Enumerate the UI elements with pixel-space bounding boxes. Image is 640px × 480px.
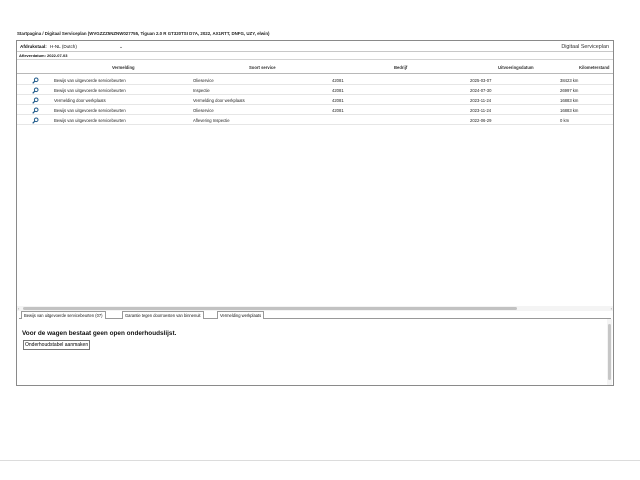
cell-km: 26997 km <box>560 87 579 93</box>
tab-bar <box>19 311 611 319</box>
chevron-down-icon: ⌄ <box>119 43 123 49</box>
cell-vermelding: Bewijs van uitgevoerde servicebeurten <box>54 77 126 83</box>
app-title: Digitaal Serviceplan <box>561 43 609 50</box>
cell-bedrijf: 42081 <box>332 77 344 83</box>
status-message: Voor de wagen bestaat geen open onderhoudslijst. <box>22 330 177 337</box>
table-row[interactable] <box>17 105 613 115</box>
cell-datum: 2025-03-07 <box>470 77 492 83</box>
cell-soort: Inspectie <box>193 87 210 93</box>
column-vermelding[interactable]: Vermelding <box>112 65 135 70</box>
delivery-date: Afleverdatum: 2022-07-03 <box>19 53 68 58</box>
cell-vermelding: Bewijs van uitgevoerde servicebeurten <box>54 87 126 93</box>
language-label: Afdrukstaal: <box>20 44 47 49</box>
column-bedrijf[interactable]: Bedrijf <box>394 65 408 70</box>
cell-soort: Aflevering Inspectie <box>193 117 230 123</box>
horizontal-scroll-thumb[interactable] <box>23 307 517 310</box>
service-plan-panel <box>16 40 614 386</box>
cell-soort: Olieservice <box>193 107 214 113</box>
breadcrumb: Startpagina / Digitaal Serviceplan (WVGZZZ5NZNW027755, Tiguan 2.0 R GT320TSI D7A, 2022, AX1RTT, DNFG, UZY, elwin) <box>17 31 270 36</box>
create-maintenance-table-button[interactable]: Onderhoudstabel aanmaken <box>25 342 89 348</box>
cell-km: 16883 km <box>560 107 579 113</box>
cell-km: 38423 km <box>560 77 579 83</box>
magnifier-icon[interactable] <box>32 77 39 84</box>
magnifier-icon[interactable] <box>32 87 39 94</box>
tab-garantie-doorroesten[interactable]: Garantie tegen doorroesten van binnenuit <box>122 311 204 319</box>
table-header <box>17 59 613 74</box>
cell-km: 0 km <box>560 117 570 123</box>
column-uitvoeringsdatum[interactable]: Uitvoeringsdatum <box>498 65 534 70</box>
cell-datum: 2023-11-24 <box>470 107 492 113</box>
cell-vermelding: Bewijs van uitgevoerde servicebeurten <box>54 117 126 123</box>
cell-bedrijf: 42081 <box>332 97 344 103</box>
cell-datum: 2022-06-29 <box>470 117 492 123</box>
table-row[interactable] <box>17 75 613 85</box>
magnifier-icon[interactable] <box>32 107 39 114</box>
scroll-right-icon[interactable]: › <box>610 306 612 311</box>
magnifier-icon[interactable] <box>32 97 39 104</box>
top-bar <box>17 41 613 52</box>
service-table <box>17 59 613 123</box>
divider <box>0 460 640 461</box>
column-soort-service[interactable]: Soort service <box>249 65 276 70</box>
table-row[interactable] <box>17 85 613 95</box>
language-select-value: H-NL (Dutch) <box>50 43 77 49</box>
cell-bedrijf: 42081 <box>332 107 344 113</box>
tab-vermelding-werkplaats[interactable]: Vermelding werkplaats <box>217 311 264 319</box>
scroll-left-icon[interactable]: ‹ <box>18 306 20 311</box>
cell-datum: 2023-11-24 <box>470 97 492 103</box>
vertical-scroll-thumb[interactable] <box>608 324 611 380</box>
vertical-scrollbar[interactable] <box>607 319 612 385</box>
magnifier-icon[interactable] <box>32 117 39 124</box>
language-select[interactable] <box>49 43 125 51</box>
cell-datum: 2024-07-30 <box>470 87 492 93</box>
cell-vermelding: Vermelding door werkplaats <box>54 97 106 103</box>
cell-km: 16883 km <box>560 97 579 103</box>
cell-soort: Olieservice <box>193 77 214 83</box>
table-row[interactable] <box>17 95 613 105</box>
tab-bewijs-servicebeurten[interactable]: Bewijs van uitgevoerde servicebeurten (07) <box>21 311 106 319</box>
cell-soort: Vermelding door werkplaats <box>193 97 245 103</box>
cell-vermelding: Bewijs van uitgevoerde servicebeurten <box>54 107 126 113</box>
cell-bedrijf: 42081 <box>332 87 344 93</box>
column-kilometerstand[interactable]: Kilometerstand <box>579 65 610 70</box>
table-row[interactable] <box>17 115 613 125</box>
